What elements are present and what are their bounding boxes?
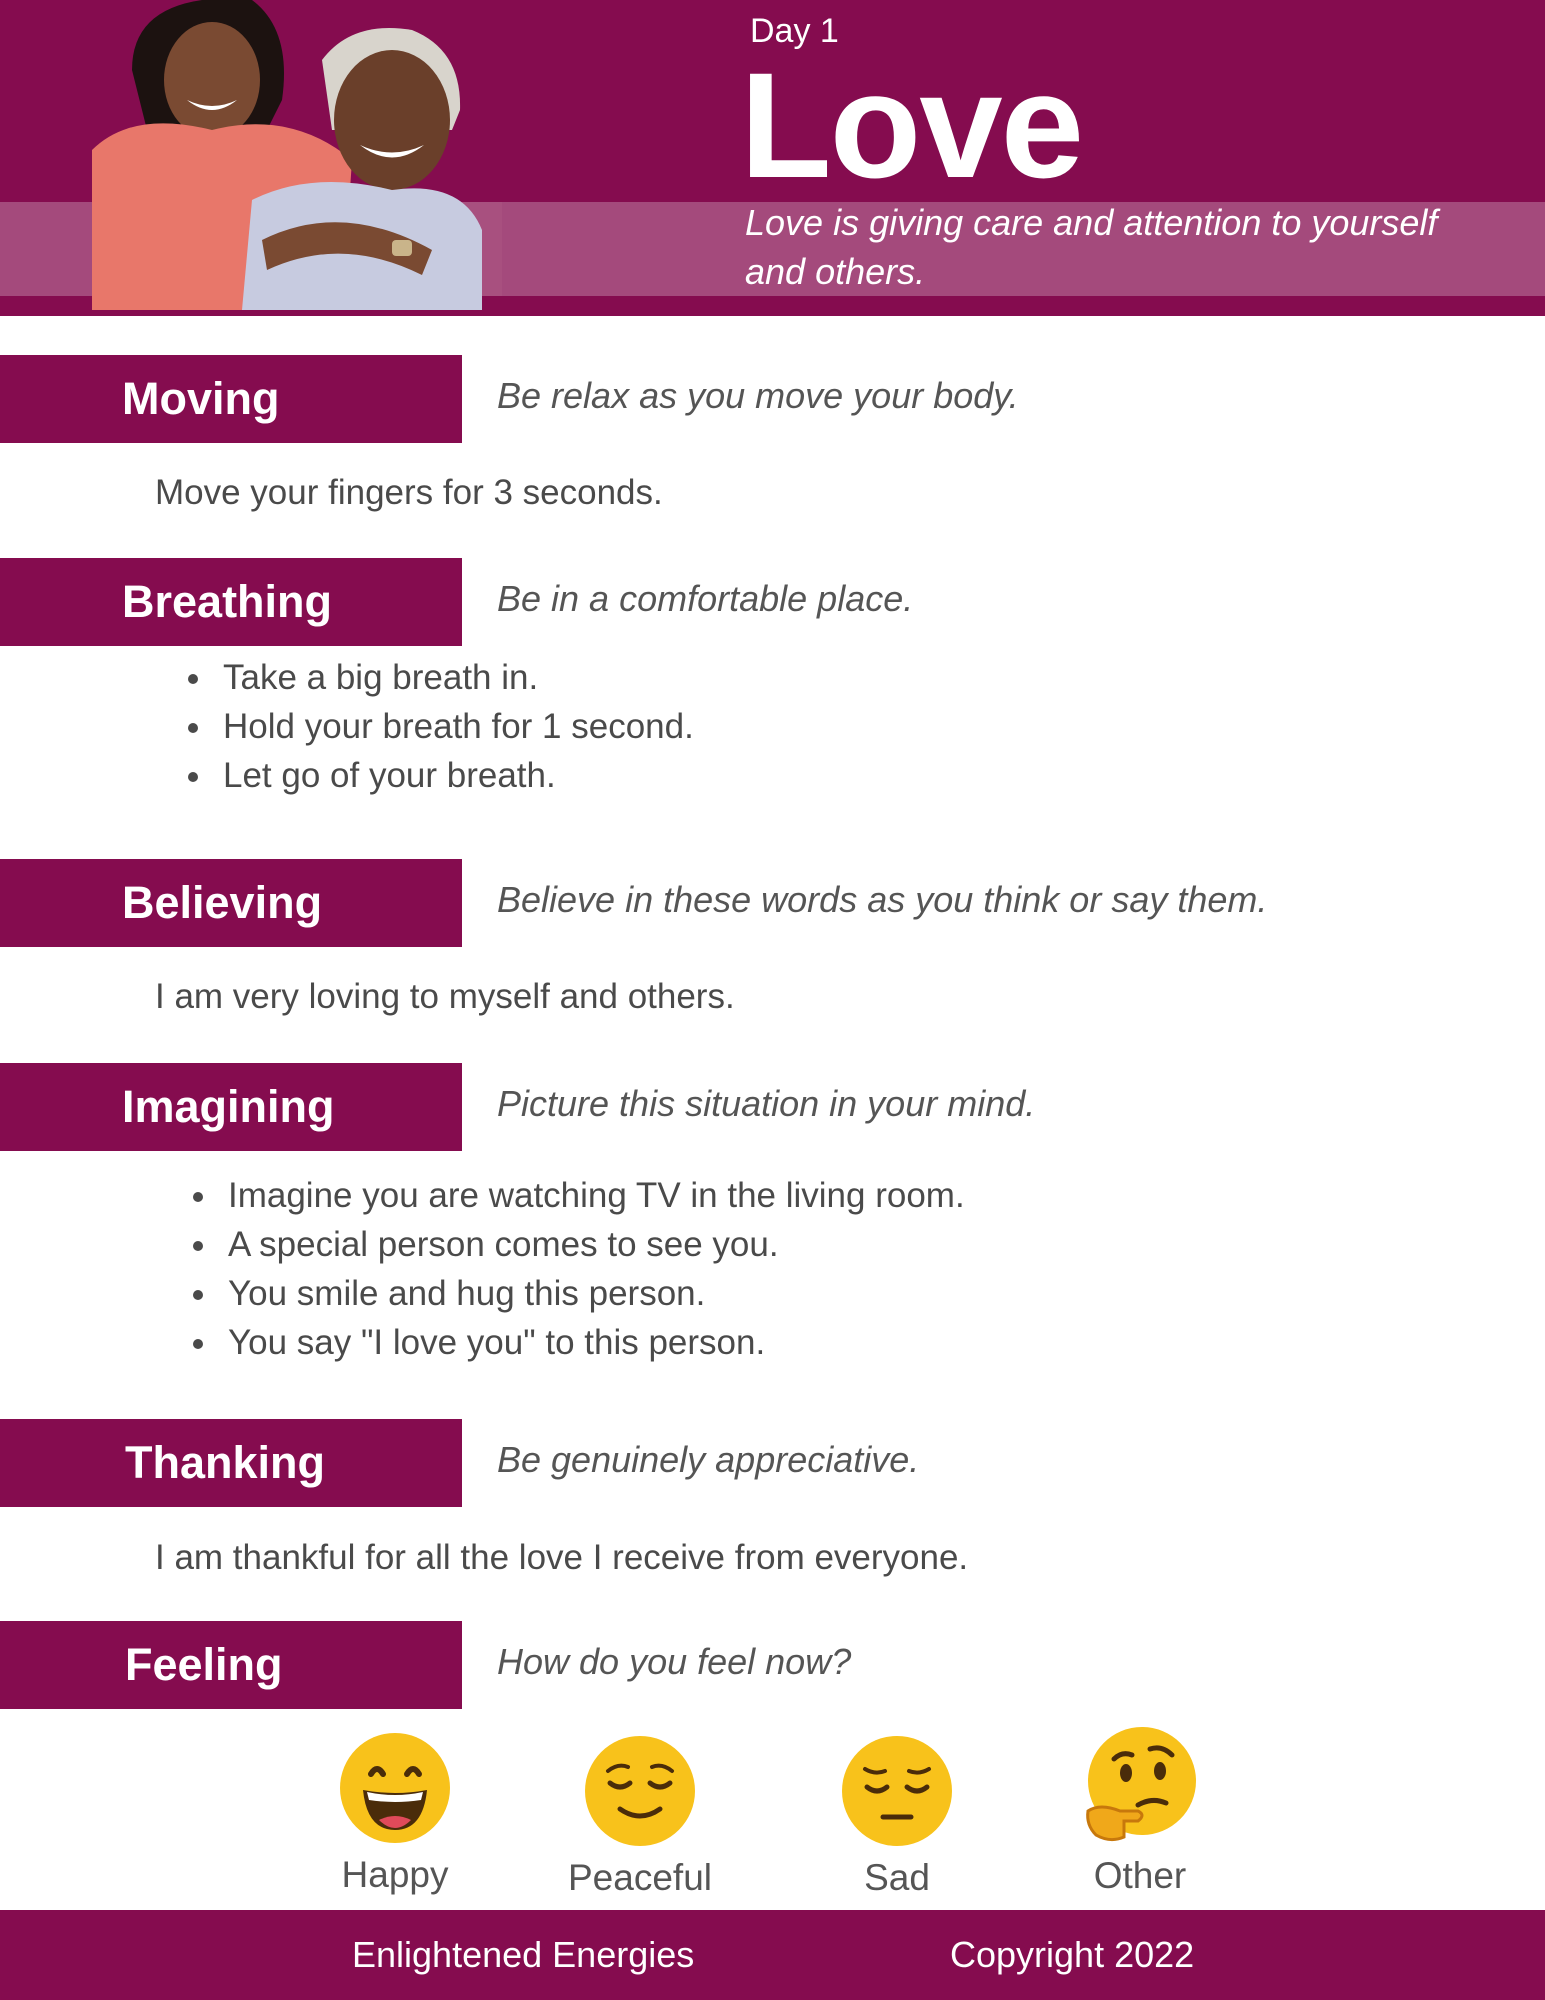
section-hint-thanking: Be genuinely appreciative. (497, 1439, 920, 1480)
mood-option-sad[interactable] (797, 1733, 997, 1899)
mood-label-other: Other (1093, 1855, 1187, 1896)
list-item: • Imagine you are watching TV in the living room. (220, 1171, 965, 1220)
mood-label-happy: Happy (341, 1854, 449, 1895)
mood-label-sad: Sad (864, 1857, 930, 1898)
section-label-breathing: Breathing (0, 558, 462, 646)
section-label-thanking: Thanking (0, 1419, 462, 1507)
section-label-moving: Moving (0, 355, 462, 443)
section-hint-breathing: Be in a comfortable place. (497, 578, 914, 619)
section-text-believing: I am very loving to myself and others. (155, 977, 735, 1016)
pensive-face-icon (839, 1733, 955, 1849)
list-item: • Let go of your breath. (215, 751, 694, 800)
section-hint-moving: Be relax as you move your body. (497, 375, 1019, 416)
section-text-moving: Move your fingers for 3 seconds. (155, 473, 663, 512)
page-footer (0, 1910, 1545, 2000)
section-hint-imagining: Picture this situation in your mind. (497, 1083, 1036, 1124)
definition-text: Love is giving care and attention to yourself and others. (745, 202, 1438, 292)
imagining-steps-list (160, 1171, 965, 1367)
section-label-imagining: Imagining (0, 1063, 462, 1151)
footer-brand: Enlightened Energies (352, 1934, 695, 1975)
section-hint-believing: Believe in these words as you think or say them. (497, 879, 1268, 920)
footer-copyright: Copyright 2022 (950, 1934, 1195, 1975)
list-item: • You smile and hug this person. (220, 1269, 965, 1318)
day-label: Day 1 (750, 12, 839, 50)
section-label-feeling: Feeling (0, 1621, 462, 1709)
relieved-face-icon (582, 1733, 698, 1849)
breathing-steps-list (155, 653, 694, 800)
list-item: • Take a big breath in. (215, 653, 694, 702)
page-header (0, 0, 1545, 316)
section-hint-feeling: How do you feel now? (497, 1641, 852, 1682)
mood-option-peaceful[interactable] (540, 1733, 740, 1899)
list-item: • You say "I love you" to this person. (220, 1318, 965, 1367)
list-item: • A special person comes to see you. (220, 1220, 965, 1269)
thinking-face-icon (1080, 1725, 1200, 1847)
mood-label-peaceful: Peaceful (568, 1857, 712, 1898)
page-title: Love (740, 41, 1083, 209)
grinning-face-icon (337, 1730, 453, 1846)
list-item: • Hold your breath for 1 second. (215, 702, 694, 751)
mood-option-other[interactable] (1040, 1725, 1240, 1897)
section-text-thanking: I am thankful for all the love I receive from everyone. (155, 1538, 969, 1577)
mood-option-happy[interactable] (295, 1730, 495, 1896)
section-label-believing: Believing (0, 859, 462, 947)
couple-photo (92, 0, 502, 310)
